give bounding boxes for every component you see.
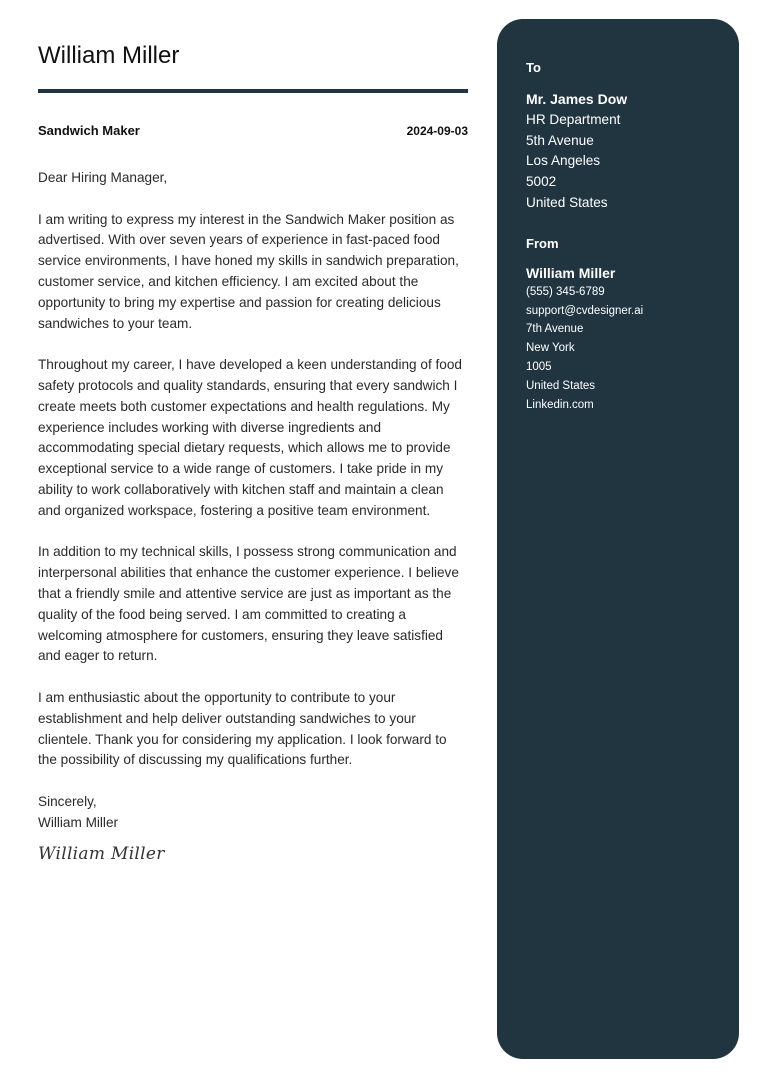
paragraph-4: I am enthusiastic about the opportunity to contribute to your establishment and help deliver outstanding sandwiches to your clientele. Thank you for considering my application. I look forward to the possibility of discussing my qualifications further.: [38, 689, 447, 768]
recipient-heading: To: [526, 60, 541, 75]
closing-salutation: Sincerely,: [38, 793, 97, 809]
recipient-department: HR Department: [526, 111, 621, 127]
sender-heading: From: [526, 235, 559, 251]
sender-block: [526, 236, 719, 415]
sender-name-title: William Miller: [38, 42, 180, 69]
sender-name: William Miller: [526, 264, 616, 281]
recipient-city: Los Angeles: [526, 153, 601, 169]
recipient-address: [526, 110, 719, 214]
sender-phone: (555) 345-6789: [526, 285, 605, 298]
sender-linkedin: Linkedin.com: [526, 398, 594, 411]
sender-zip: 1005: [526, 360, 552, 373]
sender-city: New York: [526, 342, 575, 355]
recipient-country: United States: [526, 194, 608, 210]
recipient-block: [526, 60, 719, 214]
letter-date: 2024-09-03: [406, 124, 468, 138]
recipient-name: Mr. James Dow: [526, 91, 628, 107]
sender-contact: [526, 283, 719, 415]
closing-name: William Miller: [38, 814, 119, 830]
paragraph-3: In addition to my technical skills, I possess strong communication and interpersonal abilities that enhance the customer experience. I believe that a friendly smile and attentive service are just as important as the quality of the food being served. I am committed to creating a welcoming atmosphere for customers, ensuring they leave satisfied and eager to return.: [38, 544, 459, 664]
paragraph-2: Throughout my career, I have developed a keen understanding of food safety protocols and quality standards, ensuring that every sandwich I create meets both customer expectations and health regulations. My experience includes working with diverse ingredients and accommodating special dietary requests, which allows me to provide exceptional service to a wide range of customers. I take pride in my ability to work collaboratively with kitchen staff and maintain a clean and organized workspace, fostering a positive team environment.: [38, 357, 462, 518]
letter-meta: [38, 123, 468, 138]
recipient-street: 5th Avenue: [526, 132, 594, 148]
sender-email: support@cvdesigner.ai: [526, 304, 644, 317]
position-title: Sandwich Maker: [38, 123, 140, 138]
recipient-zip: 5002: [526, 174, 557, 190]
closing-block: [38, 792, 468, 864]
letter-body: [38, 168, 468, 771]
contact-sidebar: [497, 19, 739, 1059]
letter-main: [38, 40, 468, 864]
paragraph-1: I am writing to express my interest in the Sandwich Maker position as advertised. With over seven years of experience in fast-paced food service environments, I have honed my skills in sandwich preparation, customer service, and kitchen efficiency. I am excited about the opportunity to bring my expertise and passion for creating delicious sandwiches to your team.: [38, 211, 459, 331]
sender-street: 7th Avenue: [526, 323, 584, 336]
header-divider: [38, 89, 468, 93]
sender-country: United States: [526, 379, 596, 392]
greeting: Dear Hiring Manager,: [38, 170, 168, 185]
handwritten-signature: William Miller: [38, 843, 165, 864]
